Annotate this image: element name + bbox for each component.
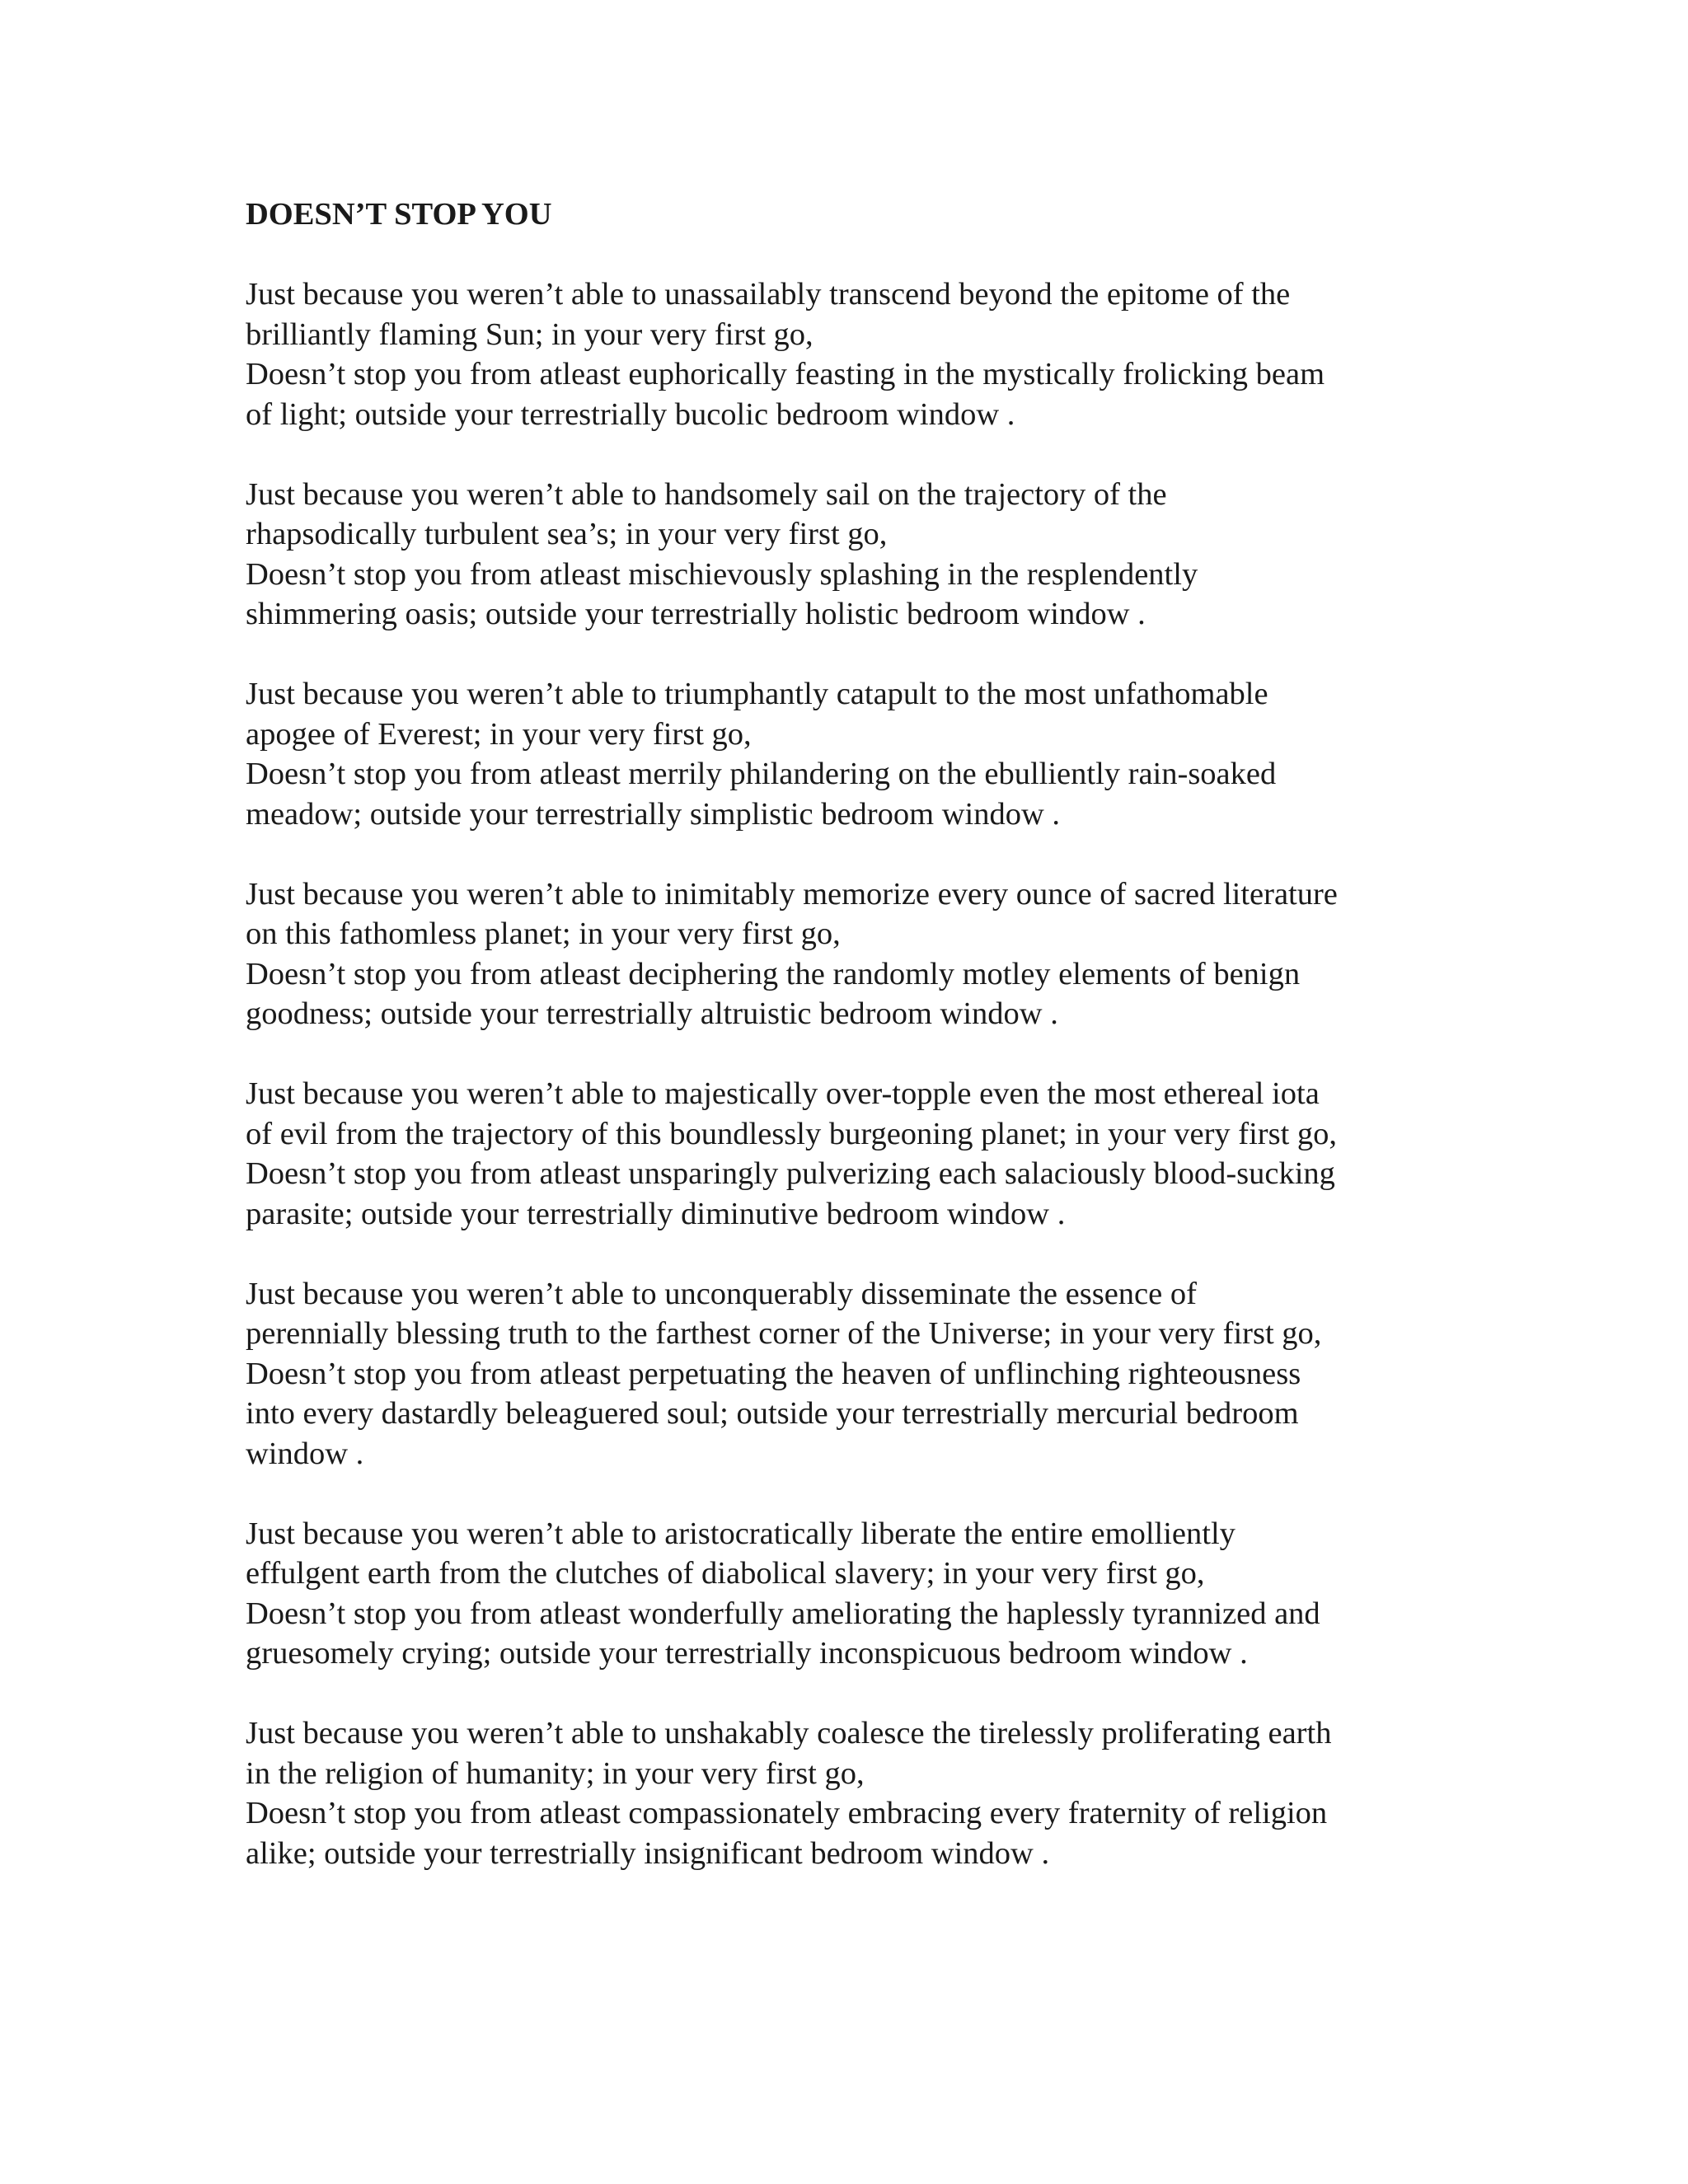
poem-title: DOESN’T STOP YOU <box>246 197 552 232</box>
stanza-5 <box>246 1074 1449 1234</box>
poem-line: apogee of Everest; in your very first go, <box>246 716 752 752</box>
poem-line: effulgent earth from the clutches of diabolical slavery; in your very first go, <box>246 1556 1205 1591</box>
stanza-2 <box>246 475 1449 635</box>
poem-line: Doesn’t stop you from atleast deciphering the randomly motley elements of benign <box>246 956 1301 991</box>
poem-line: of light; outside your terrestrially bucolic bedroom window . <box>246 396 1015 432</box>
stanza-4 <box>246 874 1449 1034</box>
poem-line: Doesn’t stop you from atleast wonderfully ameliorating the haplessly tyrannized and <box>246 1596 1320 1631</box>
poem-line: goodness; outside your terrestrially altruistic bedroom window . <box>246 996 1058 1031</box>
poem-line: Doesn’t stop you from atleast compassionately embracing every fraternity of religion <box>246 1796 1328 1830</box>
poem-line: Just because you weren’t able to unshakably coalesce the tirelessly proliferating earth <box>246 1716 1332 1750</box>
poem-line: perennially blessing truth to the farthest corner of the Universe; in your very first go, <box>246 1316 1322 1351</box>
poem-line: Just because you weren’t able to unassailably transcend beyond the epitome of the <box>246 277 1291 312</box>
poem-line: Just because you weren’t able to unconquerably disseminate the essence of <box>246 1276 1197 1311</box>
stanza-7 <box>246 1514 1449 1674</box>
poem-line: Doesn’t stop you from atleast mischievously splashing in the resplendently <box>246 556 1198 592</box>
poem-line: in the religion of humanity; in your very first go, <box>246 1755 865 1791</box>
poem-line: Doesn’t stop you from atleast perpetuating the heaven of unflinching righteousness <box>246 1356 1301 1391</box>
poem-line: brilliantly flaming Sun; in your very first go, <box>246 316 814 352</box>
stanza-6 <box>246 1274 1449 1474</box>
poem-line: of evil from the trajectory of this boundlessly burgeoning planet; in your very first go, <box>246 1116 1338 1151</box>
poem-line: Doesn’t stop you from atleast euphorically feasting in the mystically frolicking beam <box>246 357 1325 391</box>
poem-line: Just because you weren’t able to aristocratically liberate the entire emolliently <box>246 1516 1236 1551</box>
stanza-1 <box>246 274 1449 434</box>
poem-line: on this fathomless planet; in your very first go, <box>246 916 841 951</box>
poem-line: rhapsodically turbulent sea’s; in your very first go, <box>246 517 888 551</box>
poem-line: alike; outside your terrestrially insignificant bedroom window . <box>246 1835 1050 1871</box>
stanza-3 <box>246 674 1449 834</box>
poem-line: meadow; outside your terrestrially simplistic bedroom window . <box>246 796 1060 832</box>
poem-line: Doesn’t stop you from atleast merrily philandering on the ebulliently rain-soaked <box>246 757 1277 791</box>
poem-line: into every dastardly beleaguered soul; outside your terrestrially mercurial bedroom <box>246 1396 1299 1431</box>
poem-line: Just because you weren’t able to majestically over-topple even the most ethereal iota <box>246 1076 1320 1111</box>
poem-line: Just because you weren’t able to handsomely sail on the trajectory of the <box>246 476 1167 512</box>
poem-line: Doesn’t stop you from atleast unsparingly pulverizing each salaciously blood-sucking <box>246 1156 1335 1191</box>
poem-line: window . <box>246 1436 364 1471</box>
poem-line: gruesomely crying; outside your terrestrially inconspicuous bedroom window . <box>246 1636 1248 1671</box>
poem-line: shimmering oasis; outside your terrestrially holistic bedroom window . <box>246 597 1146 631</box>
poem-line: parasite; outside your terrestrially diminutive bedroom window . <box>246 1196 1066 1231</box>
poem-line: Just because you weren’t able to inimitably memorize every ounce of sacred literature <box>246 876 1338 912</box>
poem-body <box>246 194 1449 1914</box>
poem-line: Just because you weren’t able to triumphantly catapult to the most unfathomable <box>246 677 1268 711</box>
stanza-8 <box>246 1713 1449 1873</box>
